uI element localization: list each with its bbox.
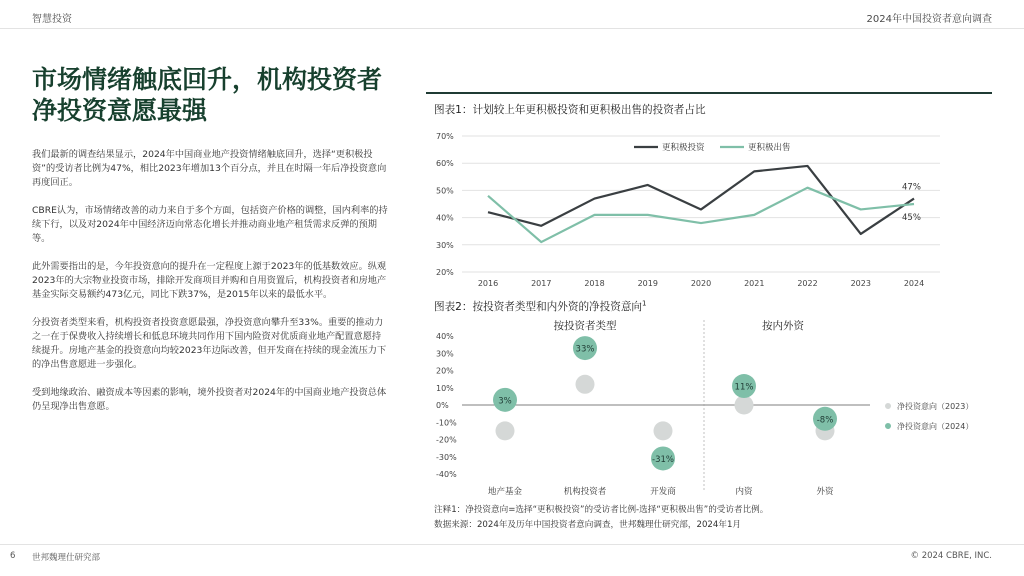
data-label-2024: -8%: [816, 415, 834, 426]
legend-dot-2024: [885, 423, 891, 429]
figure2-title-sup: 1: [642, 299, 647, 308]
paragraph-1: 我们最新的调查结果显示，2024年中国商业地产投资情绪触底回升，选择“更积极投资”的受访者比例为47%，相比2023年增加13个百分点，并且在时隔一年后净投资意向再度回正。: [32, 149, 387, 188]
y-tick-label: 20%: [436, 366, 454, 376]
x-category-label: 地产基金: [487, 487, 523, 497]
x-category-label: 外资: [816, 487, 834, 497]
y-tick-label: 40%: [436, 332, 454, 341]
legend-label-2023: 净投资意向（2023）: [897, 402, 974, 411]
y-tick-label: 30%: [436, 240, 454, 250]
series-line-2: [488, 188, 914, 242]
top-bar: [0, 0, 1024, 29]
y-tick-label: -10%: [436, 418, 457, 428]
x-tick-label: 2022: [797, 279, 818, 288]
dot-2023: [576, 375, 595, 394]
legend-dot-2023: [885, 403, 891, 409]
figure1-line-chart: [430, 120, 960, 292]
data-label-2024: 33%: [575, 344, 595, 355]
report-title: 2024年中国投资者意向调查: [866, 14, 992, 25]
x-tick-label: 2020: [690, 279, 712, 288]
group-label-origin: 按内外资: [762, 320, 804, 332]
legend-label-2024: 净投资意向（2024）: [897, 422, 974, 431]
x-category-label: 开发商: [650, 487, 676, 497]
y-tick-label: 20%: [436, 268, 454, 277]
footer-org: 世邦魏理仕研究部: [32, 553, 101, 563]
y-tick-label: 40%: [436, 213, 454, 223]
y-tick-label: 60%: [436, 159, 454, 169]
y-tick-label: 70%: [436, 132, 454, 141]
dot-2023: [496, 421, 515, 440]
x-category-label: 机构投资者: [563, 487, 607, 497]
data-label-sell-2024: 45%: [902, 213, 921, 223]
x-tick-label: 2018: [584, 279, 605, 288]
body-text: [32, 148, 390, 428]
paragraph-5: 受到地缘政治、融资成本等因素的影响，境外投资者对2024年的中国商业地产投资总体仍呈现净出售意愿。: [32, 387, 387, 412]
figure-top-rule: [426, 92, 992, 94]
paragraph-4: 分投资者类型来看，机构投资者投资意愿最强，净投资意向攀升至33%。重要的推动力之一在于保费收入持续增长和低息环境共同作用下国内险资对优质商业地产配置意愿持续提升。房地产基金的投资意向均较2023年边际改善，但开发商在持续的现金流压力下的净出售意愿进一步强化。: [32, 317, 387, 370]
x-tick-label: 2024: [903, 279, 925, 288]
x-tick-label: 2021: [744, 279, 765, 288]
x-tick-label: 2023: [850, 279, 871, 288]
data-label-2024: 3%: [498, 396, 512, 407]
page-headline: 市场情绪触底回升，机构投资者净投资意愿最强: [32, 65, 383, 125]
legend-label-2: 更积极出售: [748, 143, 791, 153]
x-tick-label: 2019: [637, 279, 658, 288]
footer-rule: [0, 544, 1024, 545]
page-number: 6: [10, 551, 16, 561]
dot-2023: [735, 396, 754, 415]
figure2-dot-chart: [430, 312, 990, 498]
y-tick-label: 30%: [436, 349, 454, 359]
x-tick-label: 2017: [531, 279, 552, 288]
data-source: 数据来源：2024年及历年中国投资者意向调查，世邦魏理仕研究部，2024年1月: [434, 520, 742, 530]
y-tick-label: -30%: [436, 452, 457, 462]
notes: [434, 503, 994, 533]
footer-copyright: © 2024 CBRE, INC.: [910, 551, 992, 561]
x-category-label: 内资: [735, 487, 753, 497]
x-tick-label: 2016: [477, 279, 499, 288]
data-label-2024: -31%: [652, 454, 674, 465]
paragraph-2: CBRE认为，市场情绪改善的动力来自于多个方面，包括资产价格的调整，国内利率的持续下行，以及对2024年中国经济迈向常态化增长并推动商业地产租赁需求反弹的预期等。: [32, 205, 388, 244]
legend-label-1: 更积极投资: [662, 143, 705, 153]
footnote: 注释1：净投资意向=选择“更积极投资”的受访者比例-选择“更积极出售”的受访者比例。: [434, 505, 769, 515]
y-tick-label: 0%: [436, 401, 449, 410]
figure1-title: 图表1：计划较上年更积极投资和更积极出售的投资者占比: [434, 104, 706, 116]
y-tick-label: -20%: [436, 435, 457, 445]
data-label-2024: 11%: [734, 382, 754, 393]
group-label-investor-type: 按投资者类型: [553, 320, 617, 332]
data-label-buy-2024: 47%: [902, 182, 921, 193]
dot-2023: [654, 421, 673, 440]
y-tick-label: 50%: [436, 186, 454, 196]
paragraph-3: 此外需要指出的是，今年投资意向的提升在一定程度上源于2023年的低基数效应。纵观2023年的大宗物业投资市场，排除开发商项目并购和自用资置后，机构投资者和房地产基金实际交易额约473亿元，同比下跌37%，是2015年以来的最低水平。: [32, 261, 387, 300]
section-label: 智慧投资: [32, 14, 72, 25]
y-tick-label: -40%: [436, 470, 457, 479]
y-tick-label: 10%: [436, 383, 454, 393]
figure2-title-text: 图表2：按投资者类型和内外资的净投资意向: [434, 301, 643, 313]
